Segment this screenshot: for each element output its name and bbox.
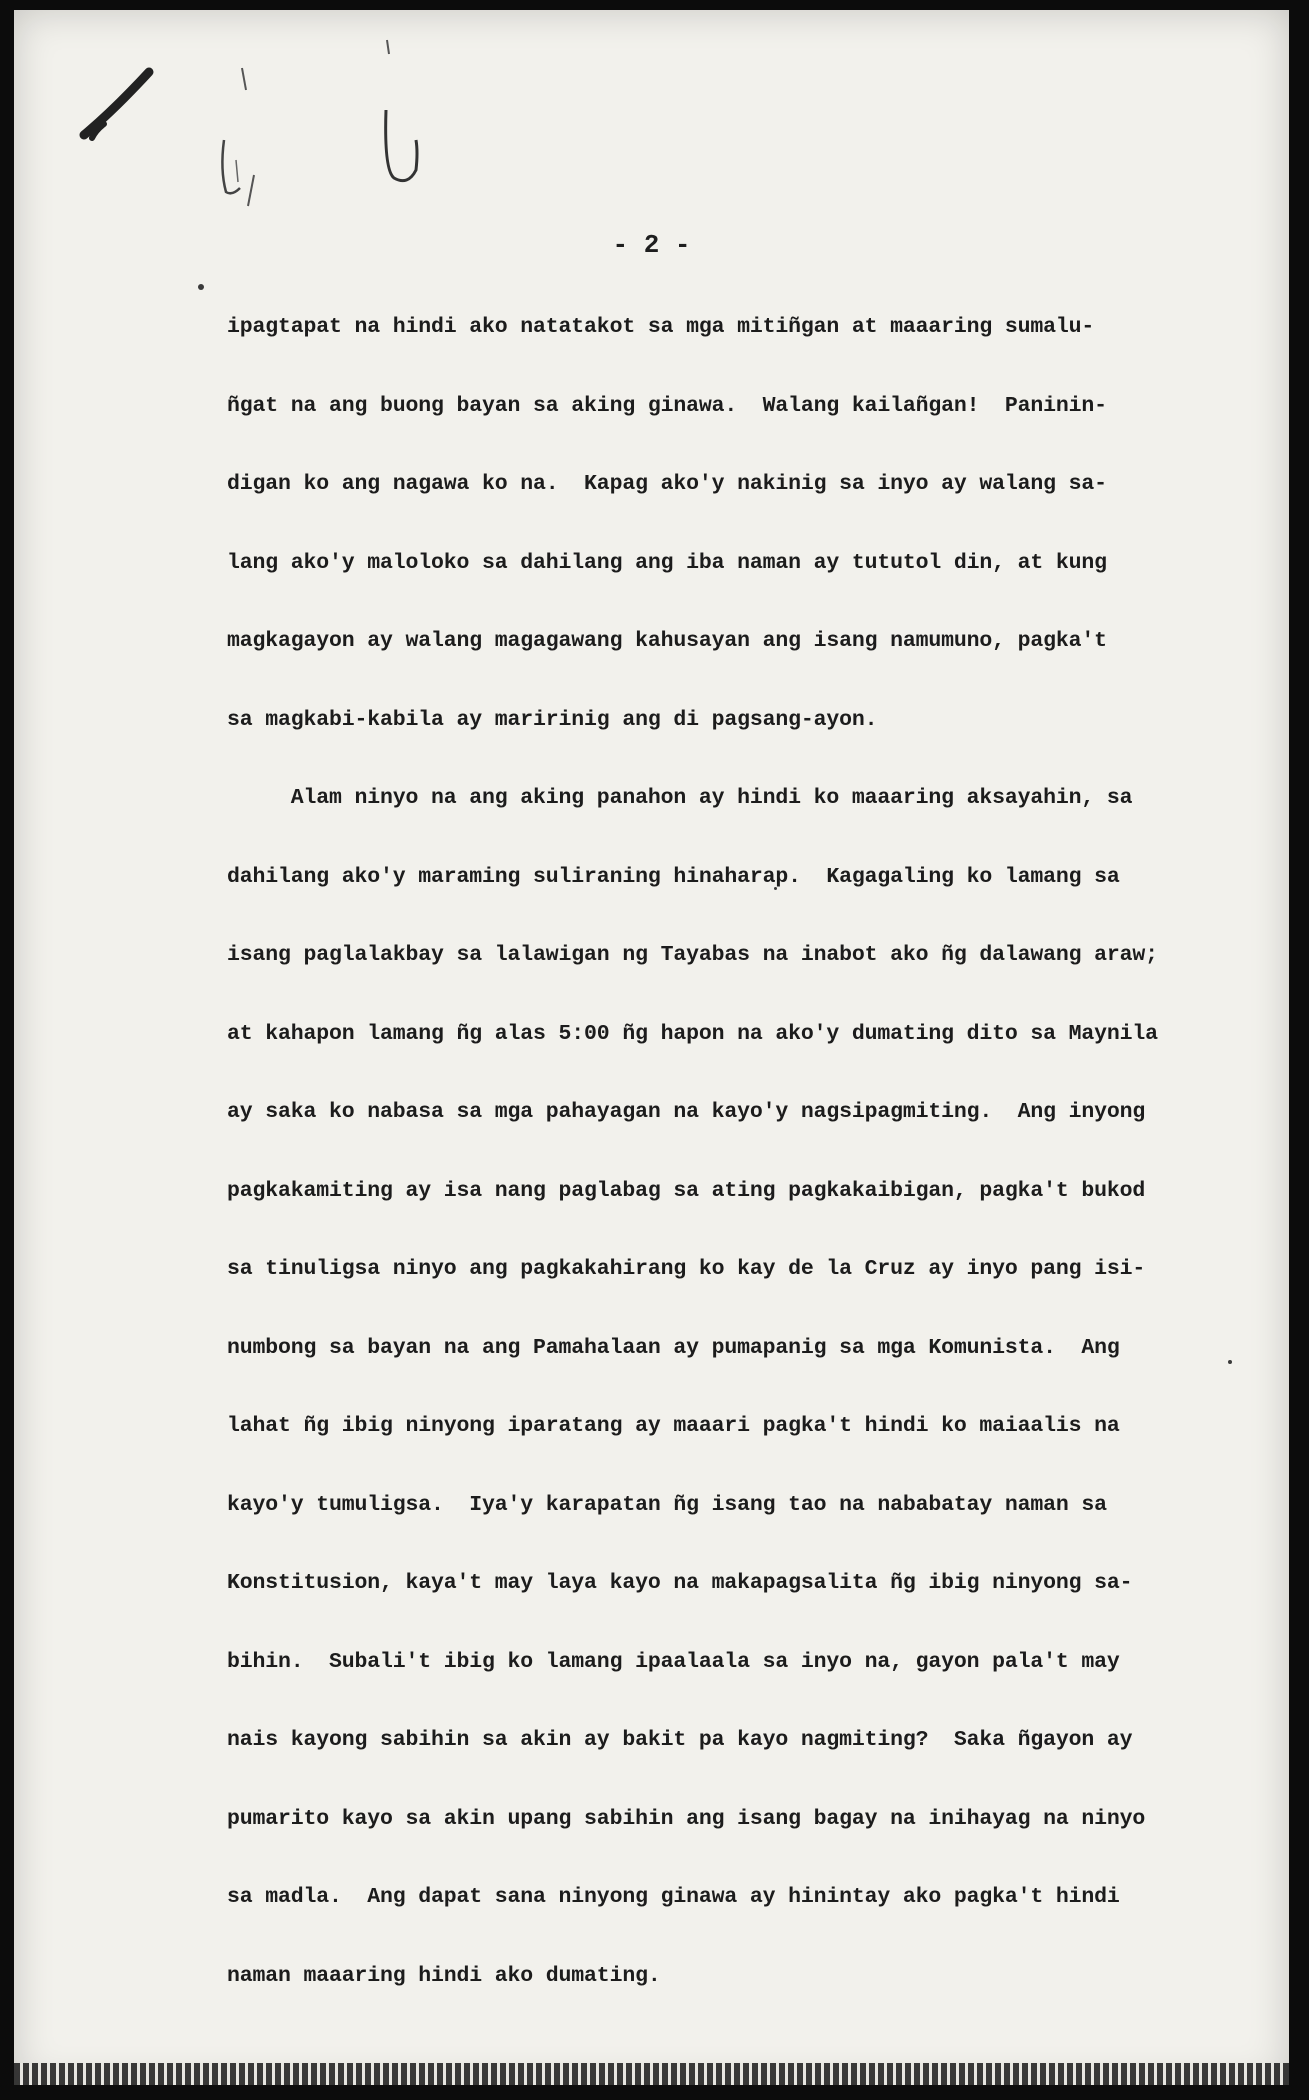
text-line: Konstitusion, kaya't may laya kayo na makapagsalita ñg ibig ninyong sa- bbox=[227, 1571, 1133, 1595]
document-page bbox=[14, 10, 1289, 2085]
text-line: sa madla. Ang dapat sana ninyong ginawa ay hinintay ako pagka't hindi bbox=[227, 1885, 1120, 1909]
text-line: Alam ninyo na ang aking panahon ay hindi ko maaaring aksayahin, sa bbox=[227, 786, 1133, 810]
text-line: at kahapon lamang ñg alas 5:00 ñg hapon na ako'y dumating dito sa Maynila bbox=[227, 1021, 1158, 1046]
text-line: lahat ñg ibig ninyong iparatang ay maaari pagka't hindi ko maiaalis na bbox=[227, 1414, 1120, 1438]
text-line: nais kayong sabihin sa akin ay bakit pa kayo nagmiting? Saka ñgayon ay bbox=[227, 1728, 1133, 1752]
text-line: pagkakamiting ay isa nang paglabag sa ating pagkakaibigan, pagka't bukod bbox=[227, 1178, 1146, 1203]
film-edge bbox=[14, 2063, 1289, 2085]
text-line: sa magkabi-kabila ay maririnig ang di pagsang-ayon. bbox=[227, 707, 878, 732]
page-number: - 2 - bbox=[612, 230, 691, 260]
text-line: digan ko ang nagawa ko na. Kapag ako'y nakinig sa inyo ay walang sa- bbox=[227, 472, 1107, 496]
text-line: sa tinuligsa ninyo ang pagkakahirang ko kay de la Cruz ay inyo pang isi- bbox=[227, 1257, 1146, 1281]
text-line: isang paglalakbay sa lalawigan ng Tayabas na inabot ako ñg dalawang araw; bbox=[227, 943, 1158, 967]
text-line: ñgat na ang buong bayan sa aking ginawa. Walang kailañgan! Paninin- bbox=[227, 393, 1107, 418]
text-line: lang ako'y maloloko sa dahilang ang iba naman ay tututol din, at kung bbox=[227, 550, 1107, 575]
text-line: kayo'y tumuligsa. Iya'y karapatan ñg isang tao na nababatay naman sa bbox=[227, 1492, 1107, 1517]
text-line: bihin. Subali't ibig ko lamang ipaalaala sa inyo na, gayon pala't may bbox=[227, 1649, 1120, 1674]
text-line: ipagtapat na hindi ako natatakot sa mga mitiñgan at maaaring sumalu- bbox=[227, 315, 1095, 339]
body-text bbox=[227, 300, 1207, 2027]
text-line: naman maaaring hindi ako dumating. bbox=[227, 1963, 661, 1988]
text-line: ay saka ko nabasa sa mga pahayagan na kayo'y nagsipagmiting. Ang inyong bbox=[227, 1100, 1146, 1124]
text-line: pumarito kayo sa akin upang sabihin ang isang bagay na inihayag na ninyo bbox=[227, 1806, 1146, 1831]
ink-speck bbox=[1228, 1360, 1232, 1364]
ink-speck bbox=[198, 284, 204, 290]
text-line: magkagayon ay walang magagawang kahusayan ang isang namumuno, pagka't bbox=[227, 629, 1107, 653]
text-line: dahilang ako'y maraming suliraning hinaharap. Kagagaling ko lamang sa bbox=[227, 864, 1120, 889]
text-line: numbong sa bayan na ang Pamahalaan ay pumapanig sa mga Komunista. Ang bbox=[227, 1335, 1120, 1360]
